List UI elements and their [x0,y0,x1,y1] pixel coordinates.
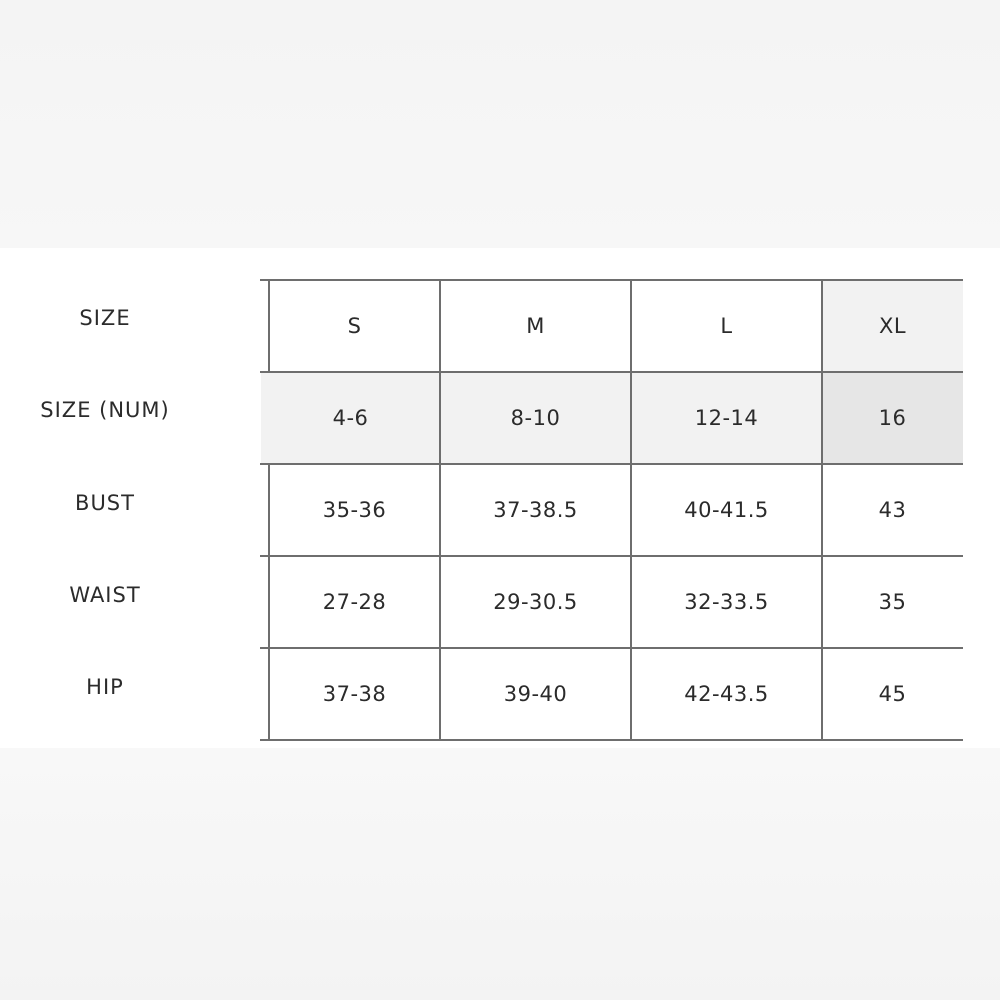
table-cell: 27-28 [322,590,387,614]
grid-line-horizontal [260,739,963,741]
row-label-size: SIZE [79,306,131,330]
table-cell: 37-38.5 [493,498,578,522]
table-cell: 39-40 [503,682,568,706]
background-top [0,0,1000,248]
grid-line-vertical [268,464,270,741]
grid-line-horizontal [260,555,963,557]
table-cell: 37-38 [322,682,387,706]
grid-line-vertical [268,279,270,372]
table-cell: S [347,314,362,338]
table-cell: 8-10 [440,372,631,464]
table-cell: 43 [878,498,907,522]
table-cell: 40-41.5 [684,498,769,522]
size-chart-panel [0,248,1000,748]
table-cell: 12-14 [631,372,822,464]
table-cell: 42-43.5 [684,682,769,706]
grid-line-horizontal [260,371,963,373]
table-cell: 16 [822,372,963,464]
table-cell: XL [822,280,963,372]
table-cell: 35-36 [322,498,387,522]
grid-line-horizontal [260,279,963,281]
row-label-size-num: SIZE (NUM) [40,398,170,422]
table-cell: 4-6 [261,372,440,464]
table-cell: 35 [878,590,907,614]
background-bottom [0,748,1000,1000]
table-cell: 29-30.5 [493,590,578,614]
grid-line-horizontal [260,463,963,465]
row-label-waist: WAIST [69,583,141,607]
table-cell: L [720,314,733,338]
grid-line-vertical [630,279,632,741]
grid-line-vertical [439,279,441,741]
table-cell: 32-33.5 [684,590,769,614]
grid-line-horizontal [260,647,963,649]
grid-line-vertical [821,279,823,741]
row-label-bust: BUST [75,491,135,515]
row-label-hip: HIP [86,675,124,699]
table-cell: M [526,314,545,338]
table-cell: 45 [878,682,907,706]
